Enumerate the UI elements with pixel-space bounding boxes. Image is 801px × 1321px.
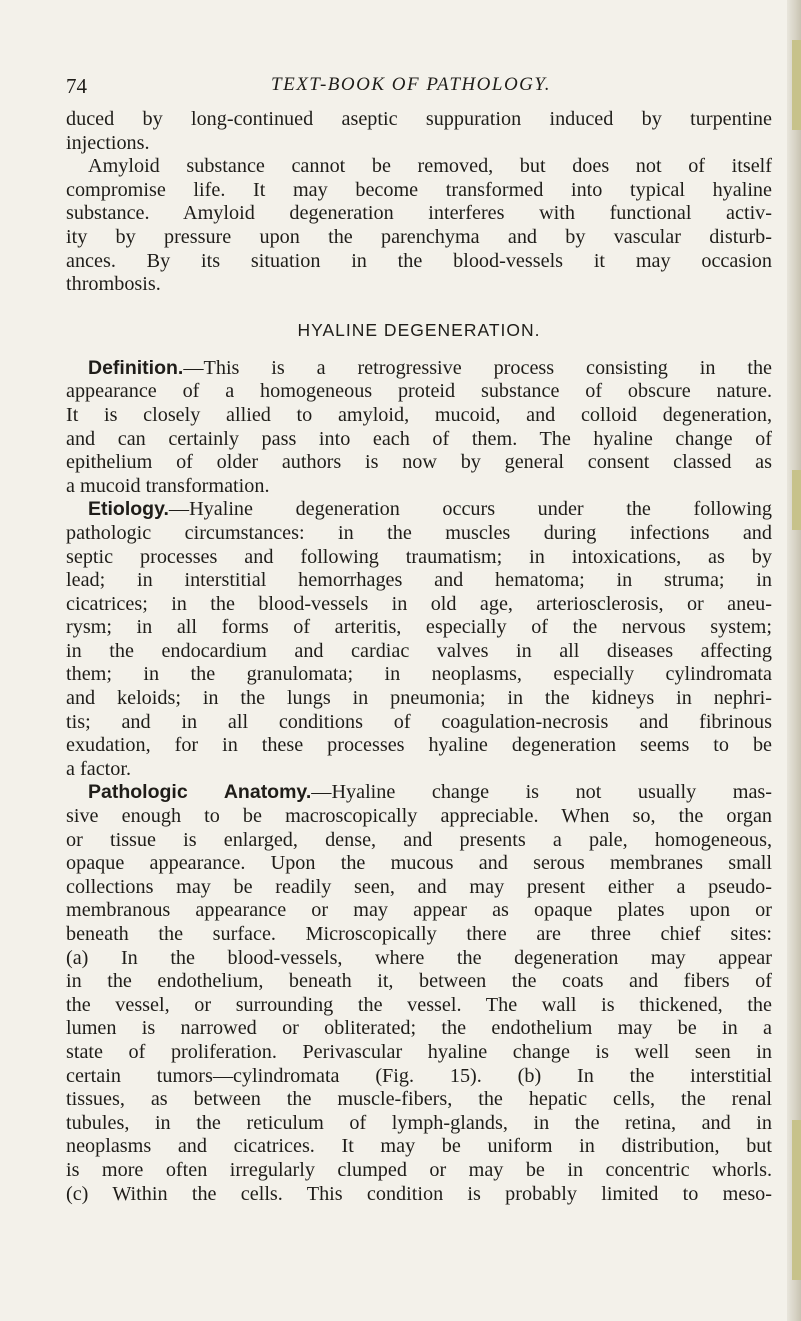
page-edge-band (792, 40, 801, 130)
paragraph-etiology (66, 498, 772, 781)
text-line: thrombosis. (66, 273, 161, 296)
text-line: rysm; in all forms of arteritis, especially of the nervous system; (66, 616, 772, 639)
run-in-heading: Definition. (88, 356, 184, 379)
page-edge-band (792, 1120, 801, 1280)
text-line: a mucoid transformation. (66, 474, 270, 497)
text-line: opaque appearance. Upon the mucous and serous membranes small (66, 852, 772, 875)
text-line: compromise life. It may become transformed into typical hyaline (66, 178, 772, 201)
text-line: membranous appearance or may appear as opaque plates upon or (66, 899, 772, 922)
paragraph-pathologic-anatomy (66, 781, 772, 1206)
text-line: tis; and in all conditions of coagulation-necrosis and fibrinous (66, 710, 772, 733)
running-head: TEXT-BOOK OF PATHOLOGY. (271, 74, 551, 95)
text-run: —Hyaline degeneration occurs under the following (168, 498, 772, 521)
text-line: and can certainly pass into each of them. The hyaline change of (66, 427, 772, 450)
text-line: or tissue is enlarged, dense, and presents a pale, homogeneous, (66, 828, 772, 851)
run-in-heading: Pathologic Anatomy. (88, 781, 312, 804)
text-line: ity by pressure upon the parenchyma and by vascular disturb- (66, 225, 772, 248)
text-line: sive enough to be macroscopically appreciable. When so, the organ (66, 805, 772, 828)
run-in-heading: Etiology. (88, 498, 169, 521)
text-line: in the endocardium and cardiac valves in all diseases affecting (66, 639, 772, 662)
text-line (66, 781, 772, 805)
body-text (66, 108, 772, 1206)
text-line: state of proliferation. Perivascular hyaline change is well seen in (66, 1040, 772, 1063)
text-line: duced by long-continued aseptic suppuration induced by turpentine (66, 108, 772, 130)
text-line: in the endothelium, beneath it, between the coats and fibers of (66, 970, 772, 993)
text-line: lumen is narrowed or obliterated; the endothelium may be in a (66, 1017, 772, 1040)
section-heading: HYALINE DEGENERATION. (297, 319, 541, 340)
text-line: (a) In the blood-vessels, where the degeneration may appear (66, 946, 772, 969)
text-line: collections may be readily seen, and may present either a pseudo- (66, 875, 772, 898)
page-number: 74 (66, 74, 87, 98)
text-line: certain tumors—cylindromata (Fig. 15). (b) In the interstitial (66, 1064, 772, 1087)
text-line: exudation, for in these processes hyaline degeneration seems to be (66, 734, 772, 757)
text-line: tubules, in the reticulum of lymph-glands, in the retina, and in (66, 1111, 772, 1134)
text-line: (c) Within the cells. This condition is probably limited to meso- (66, 1182, 772, 1205)
text-run: —This is a retrogressive process consisting in the (183, 356, 772, 379)
text-line: lead; in interstitial hemorrhages and hematoma; in struma; in (66, 569, 772, 592)
text-line (66, 498, 772, 522)
text-line: neoplasms and cicatrices. It may be uniform in distribution, but (66, 1135, 772, 1158)
text-line: Amyloid substance cannot be removed, but does not of itself (88, 155, 772, 178)
text-line: substance. Amyloid degeneration interferes with functional activ- (66, 202, 772, 225)
text-line: appearance of a homogeneous proteid substance of obscure nature. (66, 380, 772, 403)
page-header (66, 70, 756, 102)
text-line: septic processes and following traumatism; in intoxications, as by (66, 545, 772, 568)
text-line (66, 357, 772, 381)
text-line: epithelium of older authors is now by general consent classed as (66, 451, 772, 474)
text-line: beneath the surface. Microscopically there are three chief sites: (66, 923, 772, 945)
text-line: a factor. (66, 757, 132, 780)
text-line: and keloids; in the lungs in pneumonia; in the kidneys in nephri- (66, 687, 772, 710)
paragraph-amyloid-removal (66, 155, 772, 297)
text-line: them; in the granulomata; in neoplasms, especially cylindromata (66, 663, 772, 686)
paragraph-amyloid-end (66, 108, 772, 155)
text-run: —Hyaline change is not usually mas- (311, 781, 772, 804)
page-edge-shadow (787, 0, 801, 1321)
paragraph-definition (66, 357, 772, 499)
text-line: injections. (66, 131, 150, 154)
text-line: ances. By its situation in the blood-vessels it may occasion (66, 249, 772, 272)
text-line: pathologic circumstances: in the muscles during infections and (66, 521, 772, 544)
text-line: cicatrices; in the blood-vessels in old age, arteriosclerosis, or aneu- (66, 592, 772, 615)
text-line: tissues, as between the muscle-fibers, the hepatic cells, the renal (66, 1088, 772, 1111)
page-edge-band (792, 470, 801, 530)
text-line: It is closely allied to amyloid, mucoid, and colloid degeneration, (66, 403, 772, 426)
text-line: the vessel, or surrounding the vessel. The wall is thickened, the (66, 993, 772, 1016)
text-line: is more often irregularly clumped or may be in concentric whorls. (66, 1158, 772, 1181)
